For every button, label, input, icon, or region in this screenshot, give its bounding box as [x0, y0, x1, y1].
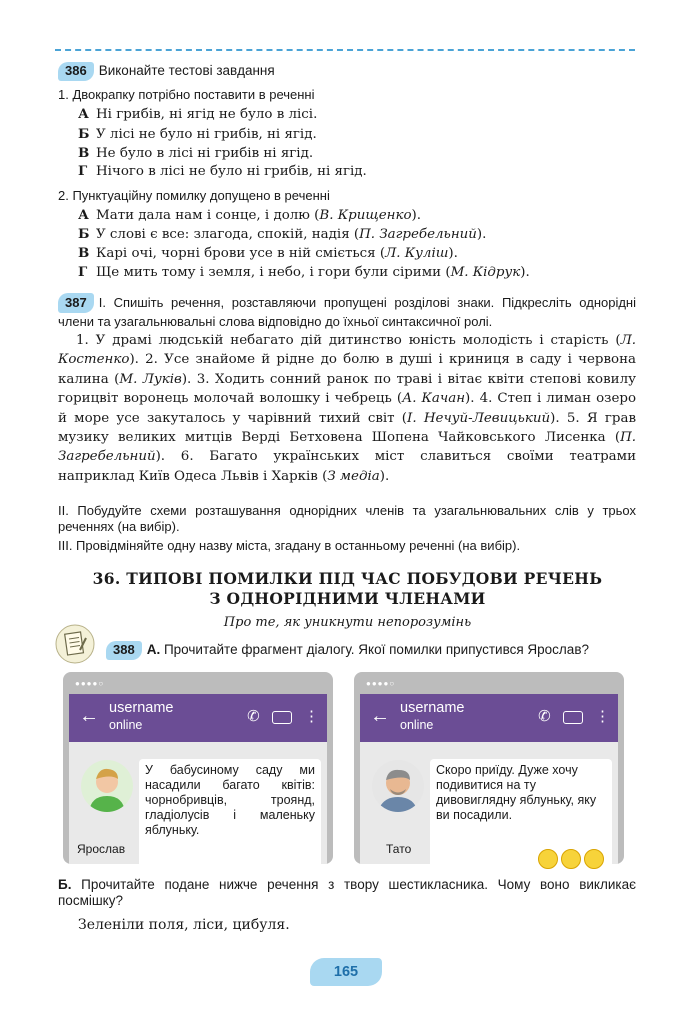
chat-message-1: У бабусиному саду ми насадили багато квітів: чорнобривців, троянд, гладіолусів і маленьку яблуньку.	[139, 759, 321, 879]
chat-username-1: username	[109, 700, 174, 716]
page-number: 165	[310, 958, 382, 986]
section-title-line1: 36. ТИПОВІ ПОМИЛКИ ПІД ЧАС ПОБУДОВИ РЕЧЕНЬ	[92, 569, 603, 588]
q2-option-b: Б У слові є все: злагода, спокій, надія (П. Загребельний).	[78, 226, 487, 242]
ex386-number: 386	[58, 62, 94, 81]
phone-icon[interactable]: ✆	[247, 708, 260, 725]
ex388-sentence: Зеленіли поля, ліси, цибуля.	[78, 917, 290, 933]
ex388-number: 388	[106, 641, 142, 660]
ex388-taskA: 388 А. Прочитайте фрагмент діалогу. Якої помилки припустився Ярослав?	[106, 641, 589, 660]
ex386-instruction: Виконайте тестові завдання	[98, 63, 275, 78]
q2-text: 2. Пунктуаційну помилку допущено в реченні	[58, 188, 330, 203]
video-icon[interactable]	[563, 711, 583, 724]
ex387-task3: ІІІ. Провідміняйте одну назву міста, згадану в останньому реченні (на вибір).	[58, 538, 521, 553]
signal-dots-icon: ●●●●○	[366, 679, 396, 688]
chat-phone-1	[63, 672, 333, 864]
chat-message-2: Скоро приїду. Дуже хочу подивитися на ту дивовиглядну яблуньку, яку ви посадили.	[430, 759, 612, 879]
q1-option-a: А Ні грибів, ні ягід не було в лісі.	[78, 106, 318, 122]
chat-username-2: username	[400, 700, 465, 716]
chat-phone-2	[354, 672, 624, 864]
q1-option-b: Б У лісі не було ні грибів, ні ягід.	[78, 126, 317, 142]
more-icon[interactable]: ⋮	[595, 708, 610, 725]
top-divider	[55, 49, 635, 51]
ex387-task2: ІІ. Побудуйте схеми розташування однорідних членів та узагальнювальних слів у трьох реченнях (на вибір).	[58, 503, 636, 534]
ex387-number: 387	[58, 293, 94, 313]
smiley-icon	[584, 849, 604, 869]
video-icon[interactable]	[272, 711, 292, 724]
chat-actions-1	[247, 707, 319, 725]
section-title-line2: З ОДНОРІДНИМИ ЧЛЕНАМИ	[209, 589, 486, 608]
avatar-yaroslav	[81, 760, 133, 812]
person-name-yaroslav: Ярослав	[77, 842, 126, 856]
q2-option-d: Г Ще мить тому і земля, і небо, і гори були сірими (М. Кідрук).	[78, 264, 530, 280]
q1-text: 1. Двокрапку потрібно поставити в реченні	[58, 87, 315, 102]
signal-dots-icon: ●●●●○	[75, 679, 105, 688]
chat-status-1: online	[109, 718, 143, 732]
q2-option-c: В Карі очі, чорні брови усе в ній сміється (Л. Куліш).	[78, 245, 458, 261]
phone-icon[interactable]: ✆	[538, 708, 551, 725]
chat-actions-2	[538, 707, 610, 725]
q1-option-d: Г Нічого в лісі не було ні грибів, ні ягід.	[78, 163, 367, 179]
ex387-sentences: 1. У драмі людській небагато дій дитинство юність молодість і старість (Л. Костенко). 2. Усе знайоме й рідне до болю в душі і криниця в саду і червона калина (М. Луків). 3. Ходить сонний ранок по траві і вітає квіти степові ковилу горицвіт воронець молочай волошку і чебрець (А. Качан). 4. Степ і лиман озеро й море усе закуталось у чарівний тихий світ (І. Нечуй-Левицький). 5. Я грав музику великих митців Верді Бетховена Шопена Чайковського Лисенка (П. Загребельний). 6. Багато українських міст славиться своїми театрами наприклад Київ Одеса Львів і Харків (З медіа).	[58, 333, 637, 484]
more-icon[interactable]: ⋮	[304, 708, 319, 725]
chat-header-2	[360, 694, 618, 742]
ex387-instruction: 387 І. Спишіть речення, розставляючи пропущені розділові знаки. Підкресліть однорідні члени та узагальнювальні слова відповідно до їхньої синтаксичної ролі.	[58, 295, 636, 329]
ex388-taskB: Б. Прочитайте подане нижче речення з твору шестикласника. Чому воно викликає посмішку?	[58, 877, 636, 908]
back-arrow-icon[interactable]: ←	[370, 705, 390, 727]
smiley-icon	[538, 849, 558, 869]
q1-option-c: В Не було в лісі ні грибів ні ягід.	[78, 145, 314, 161]
ex386-header	[58, 62, 275, 81]
notebook-icon	[55, 624, 95, 664]
q2-option-a: А Мати дала нам і сонце, і долю (В. Крищенко).	[78, 207, 422, 223]
back-arrow-icon[interactable]: ←	[79, 705, 99, 727]
person-name-dad: Тато	[386, 842, 412, 856]
avatar-dad	[372, 760, 424, 812]
chat-header-1	[69, 694, 327, 742]
chat-status-2: online	[400, 718, 434, 732]
smiley-icon	[561, 849, 581, 869]
smileys	[535, 849, 604, 873]
section-subtitle: Про те, як уникнути непорозумінь	[223, 615, 472, 630]
